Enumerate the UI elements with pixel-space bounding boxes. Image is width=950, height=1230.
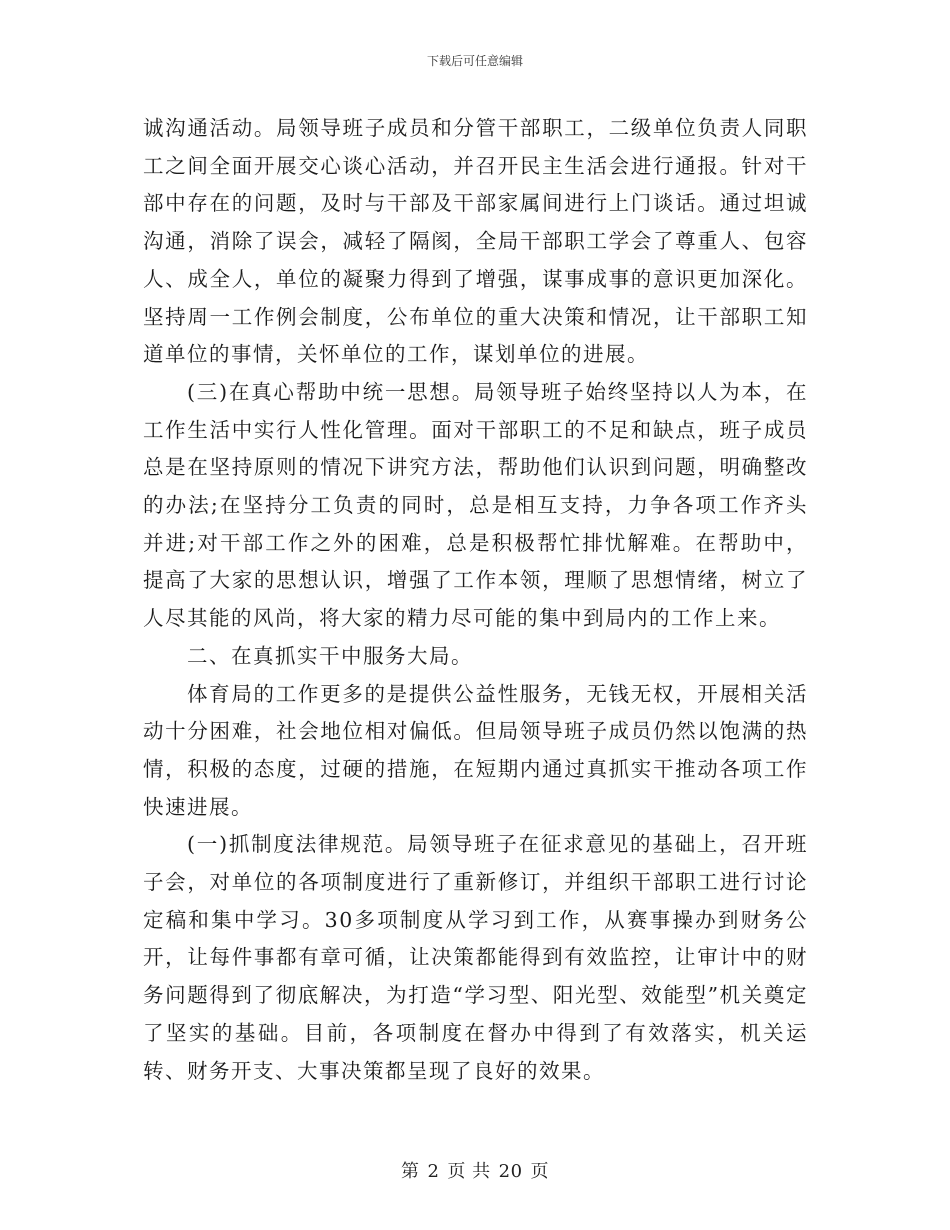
paragraph-section-3: (三)在真心帮助中统一思想。局领导班子始终坚持以人为本，在工作生活中实行人性化管理。面对干部职工的不足和缺点，班子成员总是在坚持原则的情况下讲究方法，帮助他们认识到问题，明确整改的办法;在坚持分工负责的同时，总是相互支持，力争各项工作齐头并进;对干部工作之外的困难，总是积极帮忙排忧解难。在帮助中，提高了大家的思想认识，增强了工作本领，理顺了思想情绪，树立了人尽其能的风尚，将大家的精力尽可能的集中到局内的工作上来。 — [143, 379, 808, 631]
page-number: 2 — [427, 1161, 440, 1182]
page-footer — [0, 1157, 950, 1183]
page-total: 20 — [498, 1161, 523, 1182]
paragraph-continuation: 诚沟通活动。局领导班子成员和分管干部职工，二级单位负责人同职工之间全面开展交心谈心活动，并召开民主生活会进行通报。针对干部中存在的问题，及时与干部及干部家属间进行上门谈话。通过坦诚沟通，消除了误会，减轻了隔阂，全局干部职工学会了尊重人、包容人、成全人，单位的凝聚力得到了增强，谋事成事的意识更加深化。坚持周一工作例会制度，公布单位的重大决策和情况，让干部职工知道单位的事情，关怀单位的工作，谋划单位的进展。 — [143, 116, 808, 367]
heading-section-2: 二、在真抓实干中服务大局。 — [187, 643, 473, 668]
footer-prefix: 第 — [400, 1161, 420, 1182]
document-body — [143, 110, 808, 1090]
paragraph-intro-section-2: 体育局的工作更多的是提供公益性服务，无钱无权，开展相关活动十分困难，社会地位相对偏低。但局领导班子成员仍然以饱满的热情，积极的态度，过硬的措施，在短期内通过真抓实干推动各项工作快速进展。 — [143, 681, 808, 819]
header-note: 下载后可任意编辑 — [426, 54, 523, 68]
footer-mid: 页 共 — [447, 1161, 491, 1182]
paragraph-subsection-1: (一)抓制度法律规范。局领导班子在征求意见的基础上，召开班子会，对单位的各项制度进行了重新修订，并组织干部职工进行讨论定稿和集中学习。30多项制度从学习到工作，从赛事操办到财务公开，让每件事都有章可循，让决策都能得到有效监控，让审计中的财务问题得到了彻底解决，为打造“学习型、阳光型、效能型”机关奠定了坚实的基础。目前，各项制度在督办中得到了有效落实，机关运转、财务开支、大事决策都呈现了良好的效果。 — [143, 832, 808, 1083]
footer-suffix: 页 — [530, 1161, 550, 1182]
